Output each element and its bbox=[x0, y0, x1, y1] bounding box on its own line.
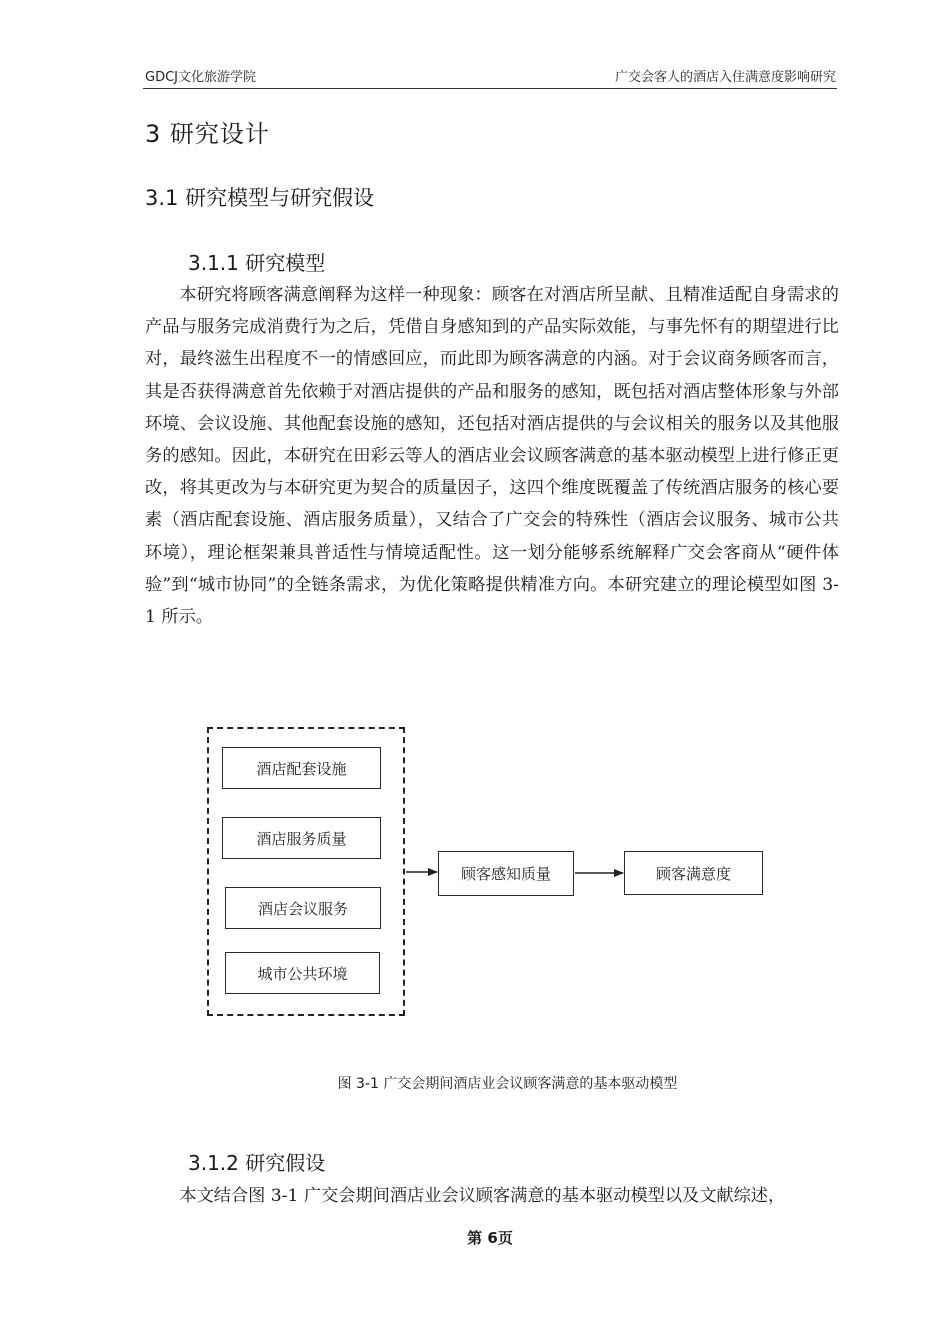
subsubsection-title-hypothesis: 3.1.2 研究假设 bbox=[188, 1151, 326, 1175]
factor-box-service-quality: 酒店服务质量 bbox=[222, 817, 381, 859]
paragraph-hypothesis: 本文结合图 3-1 广交会期间酒店业会议顾客满意的基本驱动模型以及文献综述， bbox=[179, 1186, 786, 1206]
header-school: GDCJ文化旅游学院 bbox=[145, 70, 256, 85]
subsection-title: 3.1 研究模型与研究假设 bbox=[145, 186, 375, 210]
header-thesis-title: 广交会客人的酒店入住满意度影响研究 bbox=[614, 70, 836, 85]
perceived-quality-box: 顾客感知质量 bbox=[438, 851, 574, 896]
subsubsection-title-model: 3.1.1 研究模型 bbox=[188, 251, 326, 275]
factor-box-meeting-service: 酒店会议服务 bbox=[225, 887, 381, 929]
paragraph-model: 本研究将顾客满意阐释为这样一种现象：顾客在对酒店所呈献、且精准适配自身需求的产品与服务完成消费行为之后，凭借自身感知到的产品实际效能，与事先怀有的期望进行比对，最终滋生出程度不一的情感回应，而此即为顾客满意的内涵。对于会议商务顾客而言，其是否获得满意首先依赖于对酒店提供的产品和服务的感知，既包括对酒店整体形象与外部环境、会议设施、其他配套设施的感知，还包括对酒店提供的与会议相关的服务以及其他服务的感知。因此，本研究在田彩云等人的酒店业会议顾客满意的基本驱动模型上进行修正更改，将其更改为与本研究更为契合的质量因子，这四个维度既覆盖了传统酒店服务的核心要素（酒店配套设施、酒店服务质量），又结合了广交会的特殊性（酒店会议服务、城市公共环境），理论框架兼具普适性与情境适配性。这一划分能够系统解释广交会客商从“硬件体验”到“城市协同”的全链条需求，为优化策略提供精准方向。本研究建立的理论模型如图 3-1 所示。 bbox=[145, 285, 839, 628]
header-rule bbox=[143, 88, 837, 89]
factor-box-facilities: 酒店配套设施 bbox=[222, 747, 381, 789]
page-number: 第 6页 bbox=[467, 1229, 513, 1247]
section-title: 3 研究设计 bbox=[145, 120, 270, 148]
satisfaction-box: 顾客满意度 bbox=[624, 851, 763, 895]
factor-box-city-environment: 城市公共环境 bbox=[225, 952, 380, 994]
figure-caption: 图 3-1 广交会期间酒店业会议顾客满意的基本驱动模型 bbox=[337, 1076, 678, 1092]
